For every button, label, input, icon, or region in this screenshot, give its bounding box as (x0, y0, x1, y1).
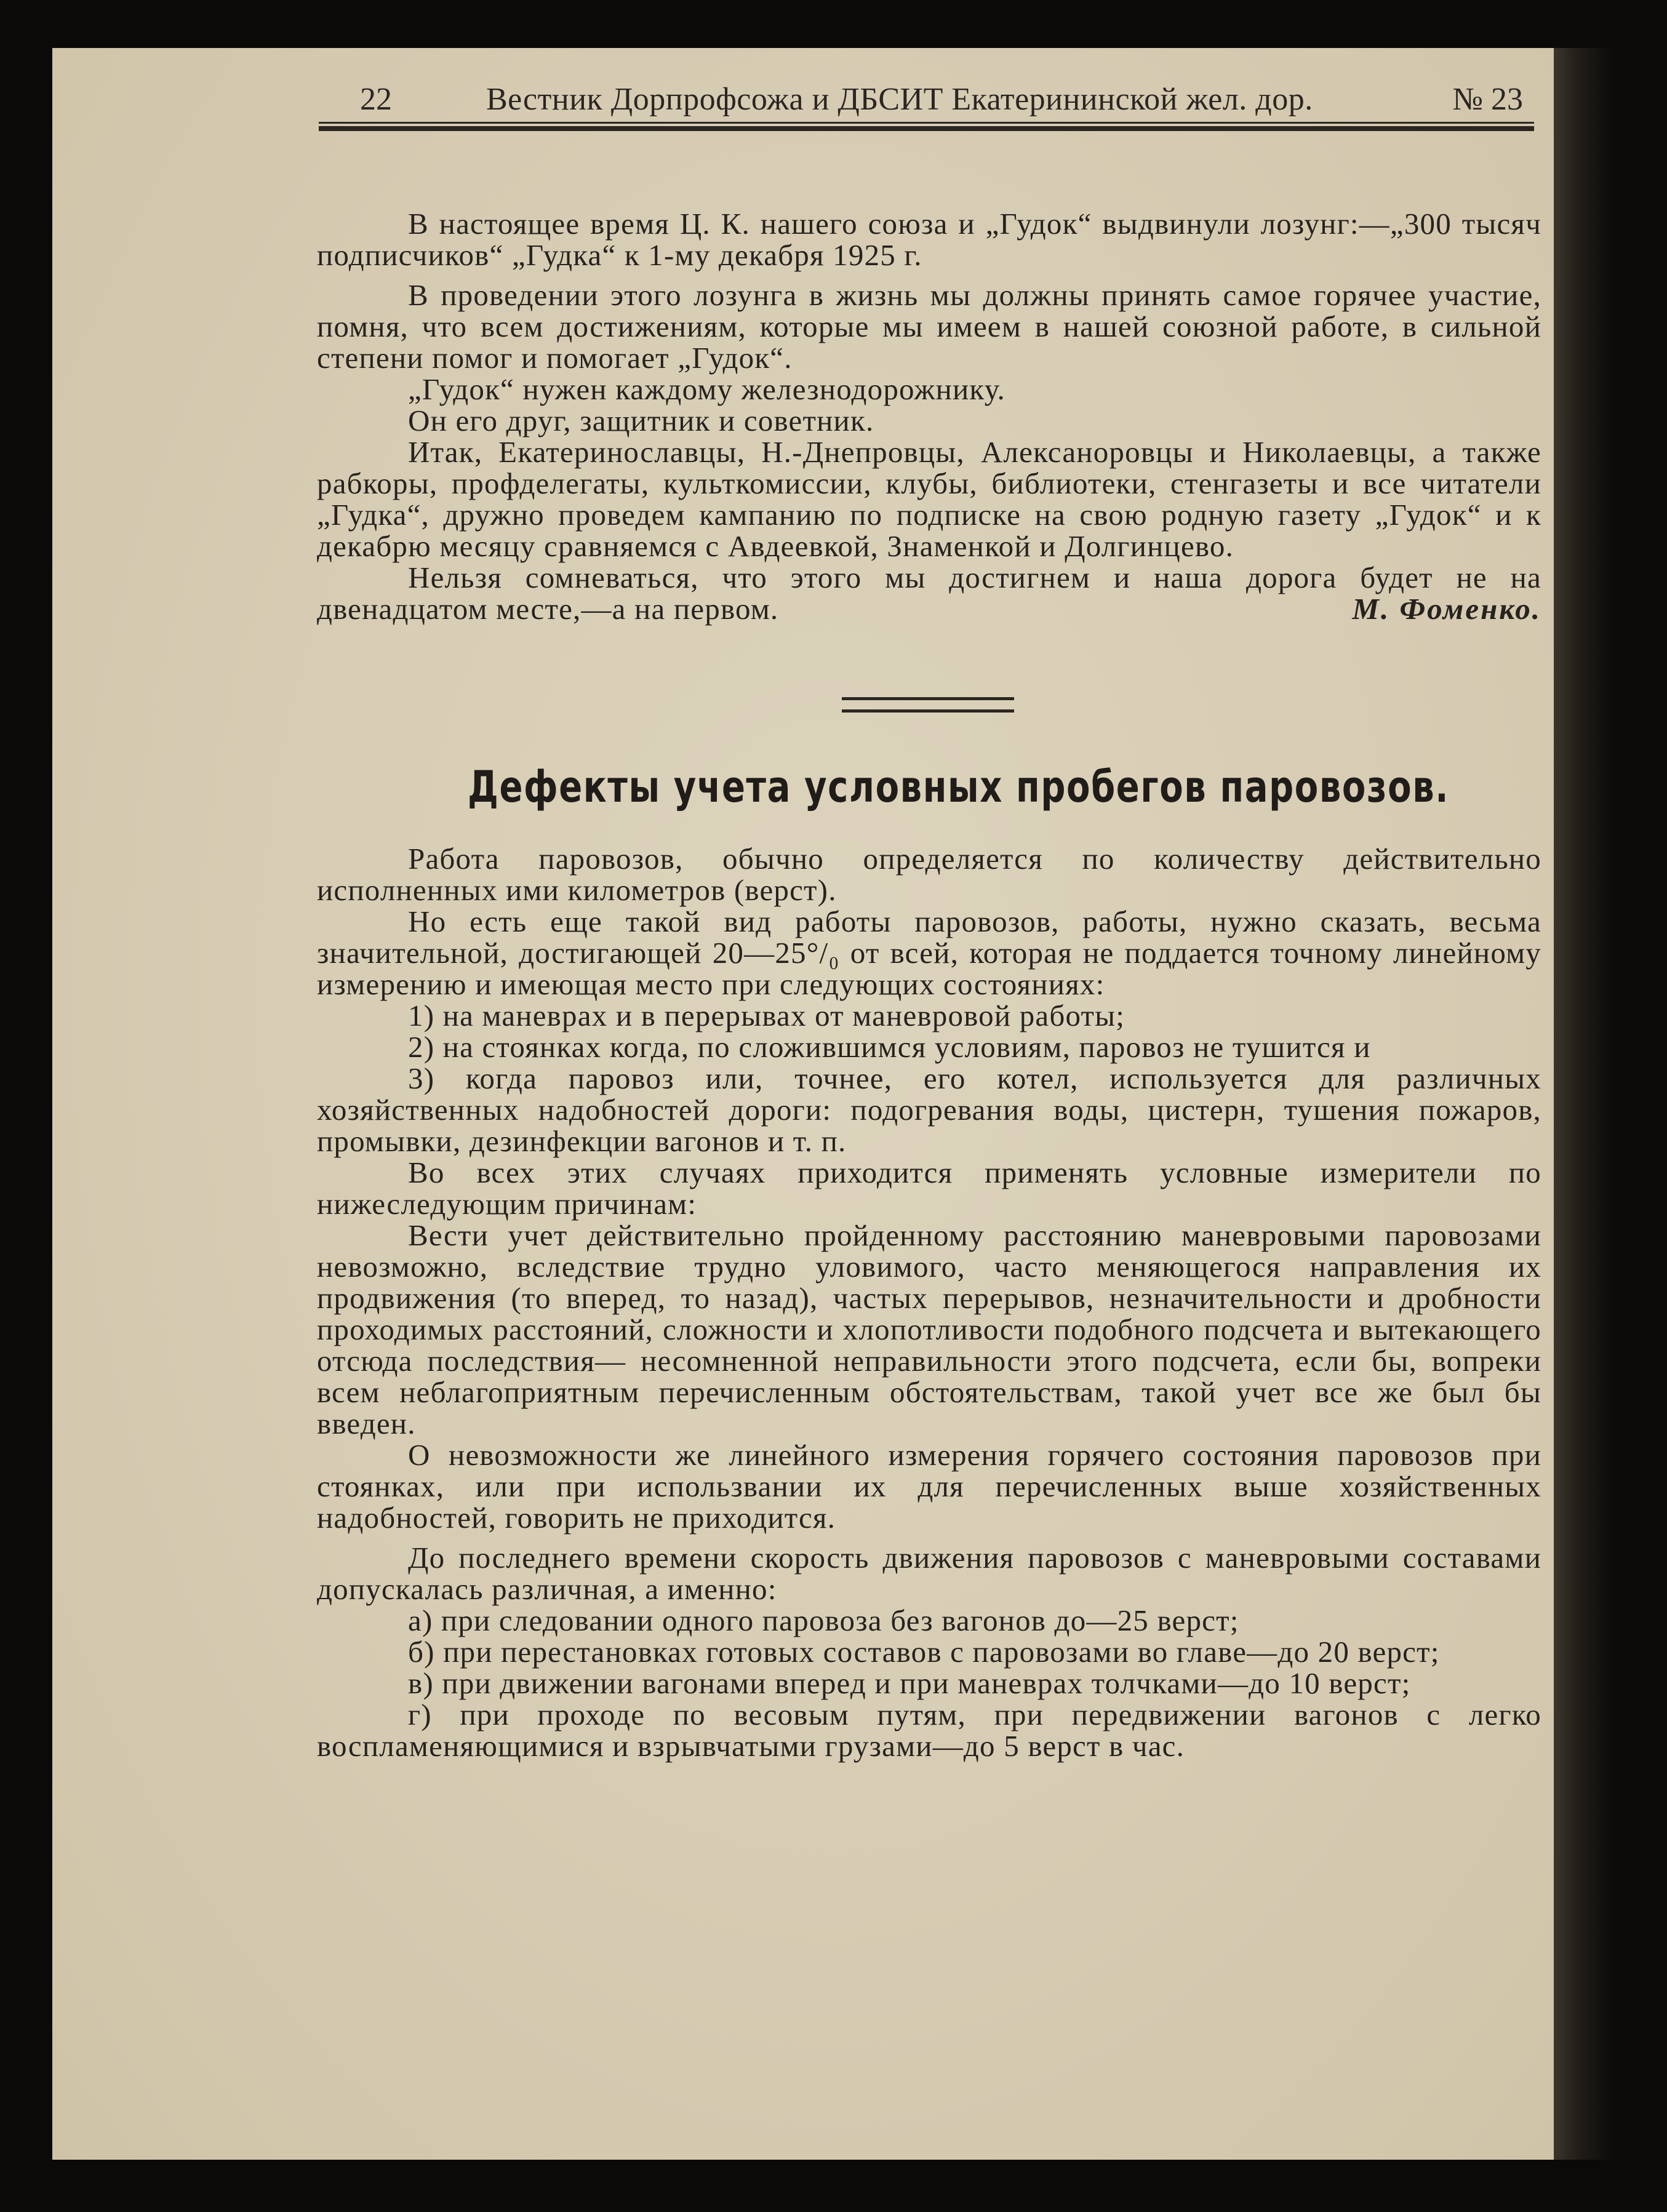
signature: М. Фоменко. (1352, 592, 1541, 626)
speed-item: а) при следовании одного паровоза без вагонов до—25 верст; (408, 1603, 1239, 1637)
intro-paragraph: Итак, Екатеринославцы, Н.-Днепровцы, Алексаноровцы и Николаевцы, а также рабкоры, профделегаты, культкомиссии, клубы, библиотеки, стенгазеты и все читатели „Гудка“, дружно проведем кампанию по подписке на свою родную газету „Гудок“ и к декабрю месяцу сравняемся с Авдеевкой, Знаменкой и Долгинцево. (317, 435, 1541, 563)
header-rule-thin (319, 122, 1534, 124)
issue-number: № 23 (1452, 82, 1523, 117)
intro-paragraph: „Гудок“ нужен каждому железнодорожнику. (408, 372, 1005, 406)
list-item: 2) на стоянках когда, по сложившимся условиям, паровоз не тушится и (408, 1030, 1371, 1064)
intro-section (317, 208, 1541, 625)
article-paragraph: О невозможности же линейного измерения горячего состояния паровозов при стоянках, или при использвании их для перечисленных выше хозяйственных надобностей, говорить не приходится. (317, 1438, 1541, 1535)
article-paragraph: До последнего времени скорость движения паровозов с маневровыми составами допускалась различная, а именно: (317, 1541, 1541, 1606)
speed-item: б) при перестановках готовых составов с паровозами во главе—до 20 верст; (408, 1635, 1440, 1669)
speed-item: г) при проходе по весовым путям, при передвижении вагонов с легко воспламеняющимися и взрывчатыми грузами—до 5 верст в час. (317, 1698, 1541, 1763)
intro-paragraph: Он его друг, защитник и советник. (408, 404, 874, 437)
list-item: 1) на маневрах и в перерывах от маневровой работы; (408, 999, 1125, 1032)
page-number: 22 (360, 82, 392, 117)
speed-item: в) при движении вагонами вперед и при маневрах толчками—до 10 верст; (408, 1666, 1411, 1700)
intro-paragraph-last (317, 562, 1541, 625)
book-spine-shadow (1554, 48, 1615, 2160)
header-rule-thick (319, 126, 1534, 131)
section-divider-top (842, 697, 1014, 700)
article-paragraph: Вести учет действительно пройденному расстоянию маневровыми паровозами невозможно, вследствие трудно уловимого, часто меняющегося направления их продвижения (то вперед, то назад), частых перерывов, незначительности и дробности проходимых расстояний, сложности и хлопотливости подобного подсчета и вытекающего отсюда последствия— несомненной неправильности этого подсчета, если бы, вопреки всем неблагоприятным перечисленным обстоятельствам, такой учет все же был бы введен. (317, 1218, 1541, 1440)
article-paragraph: Во всех этих случаях приходится применять условные измерители по нижеследующим причинам: (317, 1156, 1541, 1221)
intro-paragraph: В настоящее время Ц. К. нашего союза и „Гудок“ выдвинули лозунг:—„300 тысяч подписчиков“ „Гудка“ к 1-му декабря 1925 г. (317, 207, 1541, 272)
running-header (311, 81, 1535, 124)
article-paragraph: Работа паровозов, обычно определяется по количеству действительно исполненных ими километров (верст). (317, 842, 1541, 907)
list-item: 3) когда паровоз или, точнее, его котел, используется для различных хозяйственных надобностей дороги: подогревания воды, цистерн, тушения пожаров, промывки, дезинфекции вагонов и т. п. (317, 1061, 1541, 1158)
intro-paragraph: В проведении этого лозунга в жизнь мы должны принять самое горячее участие, помня, что всем достижениям, которые мы имеем в нашей союзной работе, в сильной степени помог и помогает „Гудок“. (317, 278, 1541, 375)
section-divider-bottom (842, 709, 1014, 713)
article-paragraph: Но есть еще такой вид работы паровозов, работы, нужно сказать, весьма значительной, достигающей 20—25°/₀ от всей, которая не поддается точному линейному измерению и имеющая место при следующих состояниях: (317, 904, 1541, 1001)
journal-title: Вестник Дорпрофсожа и ДБСИТ Екатерининской жел. дор. (486, 82, 1313, 117)
intro-paragraph-text: Нельзя сомневаться, что этого мы достигнем и наша дорога будет не на двенадцатом месте,—а на первом. (317, 561, 1541, 626)
article-body (317, 843, 1541, 1762)
article-title: Дефекты учета условных пробегов паровозов. (468, 762, 1450, 812)
